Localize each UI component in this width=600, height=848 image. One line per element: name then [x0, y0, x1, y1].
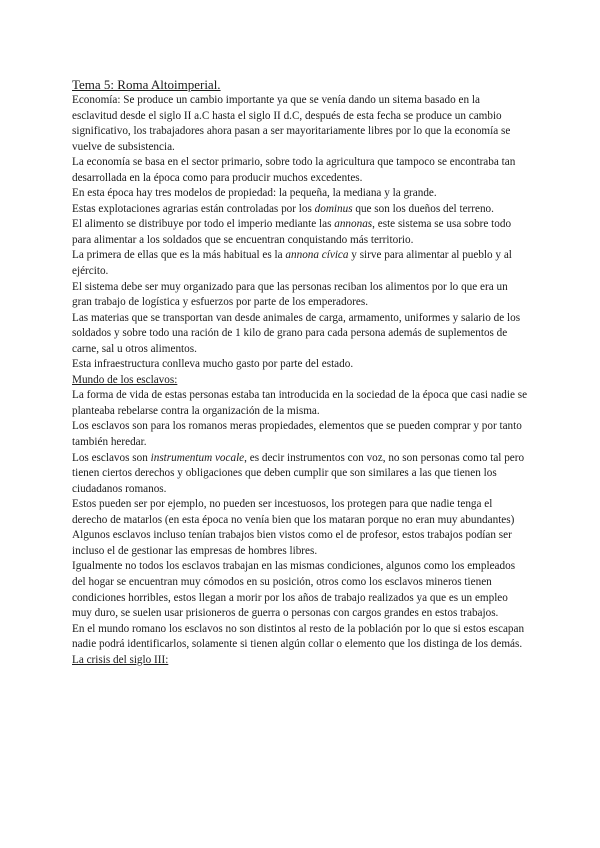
paragraph-modelos-propiedad: En esta época hay tres modelos de propiedad: la pequeña, la mediana y la grande. — [72, 187, 437, 200]
section-heading-crisis: La crisis del siglo III: — [72, 653, 169, 666]
paragraph-forma-vida: La forma de vida de estas personas estaba tan introducida en la sociedad de la época que casi nadie se planteaba rebelarse contra la organización de la misma. — [72, 389, 528, 417]
term-dominus: dominus — [314, 202, 353, 215]
document-title: Tema 5: Roma Altoimperial. — [72, 77, 221, 92]
term-instrumentum-vocale: instrumentum vocale — [150, 451, 245, 464]
paragraph-infraestructura: Esta infraestructura conlleva mucho gasto por parte del estado. — [72, 358, 354, 371]
paragraph-annona-civica: La primera de ellas que es la más habitual es la annona cívica y sirve para alimentar al pueblo y al ejército. — [72, 249, 512, 278]
paragraph-instrumentum: Los esclavos son instrumentum vocale, es decir instrumentos con voz, no son personas como tal pero tienen ciertos derechos y obligaciones que deben cumplir que son similares a las que tienen los ciudadanos romanos. — [72, 451, 525, 495]
paragraph-condiciones: Igualmente no todos los esclavos trabajan en las mismas condiciones, algunos como los empleados del hogar se encuentran muy cómodos en su posición, otros como los esclavos mineros tienen condiciones horribles, estos llegan a morir por los años de trabajo realizados ya que es un empleo muy duro, se suelen usar prisioneros de guerra o personas con cargos grandes en estos trabajos. — [72, 560, 516, 620]
paragraph-annonas: El alimento se distribuye por todo el imperio mediante las annonas, este sistema se usa sobre todo para alimentar a los soldados que se encuentran conquistando más territorio. — [72, 218, 512, 246]
paragraph-economia: Economía: Se produce un cambio importante ya que se venía dando un sitema basado en la esclavitud desde el siglo II a.C hasta el siglo II d.C, después de esta fecha se produce un cambio significativo, los trabajadores ahora pasan a ser mayoritariamente libres por lo que la economía se vuelve de subsistencia. — [72, 94, 511, 153]
section-heading-esclavos: Mundo de los esclavos: — [72, 373, 178, 386]
paragraph-identificacion: En el mundo romano los esclavos no son distintos al resto de la población por lo que si estos escapan nadie podrá identificarlos, solamente si tienen algún collar o elemento que los distinga de los demás. — [72, 622, 525, 651]
paragraph-derechos: Estos pueden ser por ejemplo, no pueden ser incestuosos, los protegen para que nadie tenga el derecho de matarlos (en esta época no venía bien que los mataran porque no eran muy abundantes) — [72, 498, 515, 526]
paragraph-explotaciones: Estas explotaciones agrarias están controladas por los dominus que son los dueños del terreno. — [72, 202, 494, 215]
paragraph-trabajos: Algunos esclavos incluso tenían trabajos bien vistos como el de profesor, estos trabajos podían ser incluso el de gestionar las empresas de hombres libres. — [72, 529, 512, 557]
term-annona-civica: annona cívica — [285, 249, 349, 262]
paragraph-materias: Las materias que se transportan van desde animales de carga, armamento, uniformes y salario de los soldados y sobre todo una ración de 1 kilo de grano para cada persona además de suplementos de carne, sal u otros alimentos. — [72, 311, 521, 355]
paragraph-sistema: El sistema debe ser muy organizado para que las personas reciban los alimentos por lo que era un gran trabajo de logística y esfuerzos por parte de los emperadores. — [72, 280, 508, 309]
term-annonas: annonas — [334, 218, 373, 231]
document-page — [72, 76, 528, 668]
paragraph-sector-primario: La economía se basa en el sector primario, sobre todo la agricultura que tampoco se encontraba tan desarrollada en la época como para producir muchos excedentes. — [72, 156, 516, 184]
paragraph-propiedades: Los esclavos son para los romanos meras propiedades, elementos que se pueden comprar y por tanto también heredar. — [72, 420, 522, 449]
